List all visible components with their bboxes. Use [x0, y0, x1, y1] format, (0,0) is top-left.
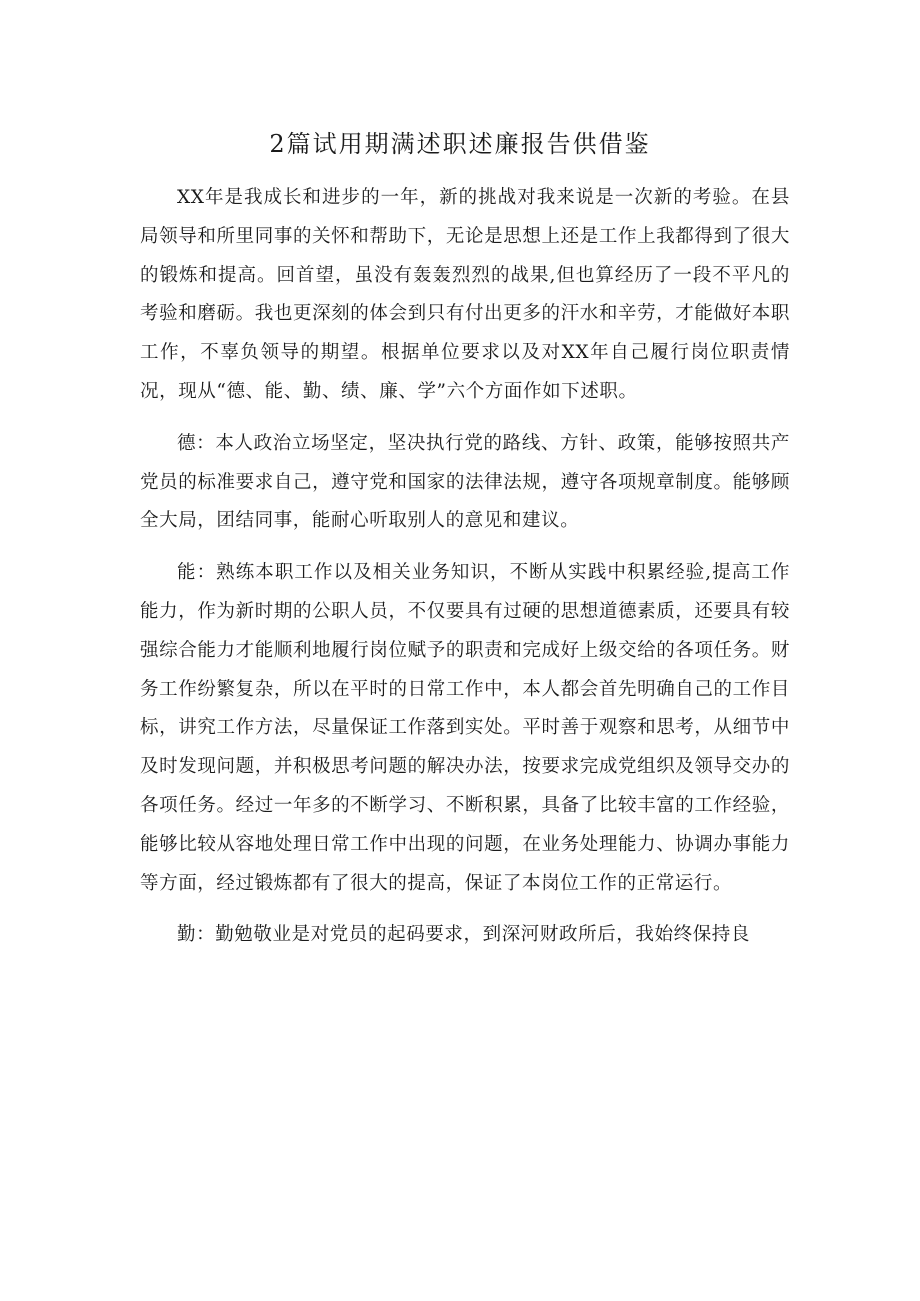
paragraph-intro: XX年是我成长和进步的一年，新的挑战对我来说是一次新的考验。在县局领导和所里同事的关怀和帮助下，无论是思想上还是工作上我都得到了很大的锻炼和提高。回首望，虽没有轰轰烈烈的战果,但也算经历了一段不平凡的考验和磨砺。我也更深刻的体会到只有付出更多的汗水和辛劳，才能做好本职工作，不辜负领导的期望。根据单位要求以及对XX年自己履行岗位职责情况，现从“德、能、勤、绩、廉、学”六个方面作如下述职。 [140, 187, 790, 402]
paragraph-qin: 勤：勤勉敬业是对党员的起码要求，到深河财政所后，我始终保持良 [177, 924, 751, 946]
document-title: 2篇试用期满述职述廉报告供借鉴 [269, 130, 651, 158]
paragraph-de: 德：本人政治立场坚定，坚决执行党的路线、方针、政策，能够按照共产党员的标准要求自己，遵守党和国家的法律法规，遵守各项规章制度。能够顾全大局，团结同事，能耐心听取别人的意见和建议。 [140, 432, 790, 532]
document-body [140, 179, 790, 968]
paragraph-neng: 能：熟练本职工作以及相关业务知识，不断从实践中积累经验,提高工作能力，作为新时期的公职人员，不仅要具有过硬的思想道德素质，还要具有较强综合能力才能顺利地履行岗位赋予的职责和完成好上级交给的各项任务。财务工作纷繁复杂，所以在平时的日常工作中，本人都会首先明确自己的工作目标，讲究工作方法，尽量保证工作落到实处。平时善于观察和思考，从细节中及时发现问题，并积极思考问题的解决办法，按要求完成党组织及领导交办的各项任务。经过一年多的不断学习、不断积累，具备了比较丰富的工作经验，能够比较从容地处理日常工作中出现的问题，在业务处理能力、协调办事能力等方面，经过锻炼都有了很大的提高，保证了本岗位工作的正常运行。 [140, 562, 790, 894]
